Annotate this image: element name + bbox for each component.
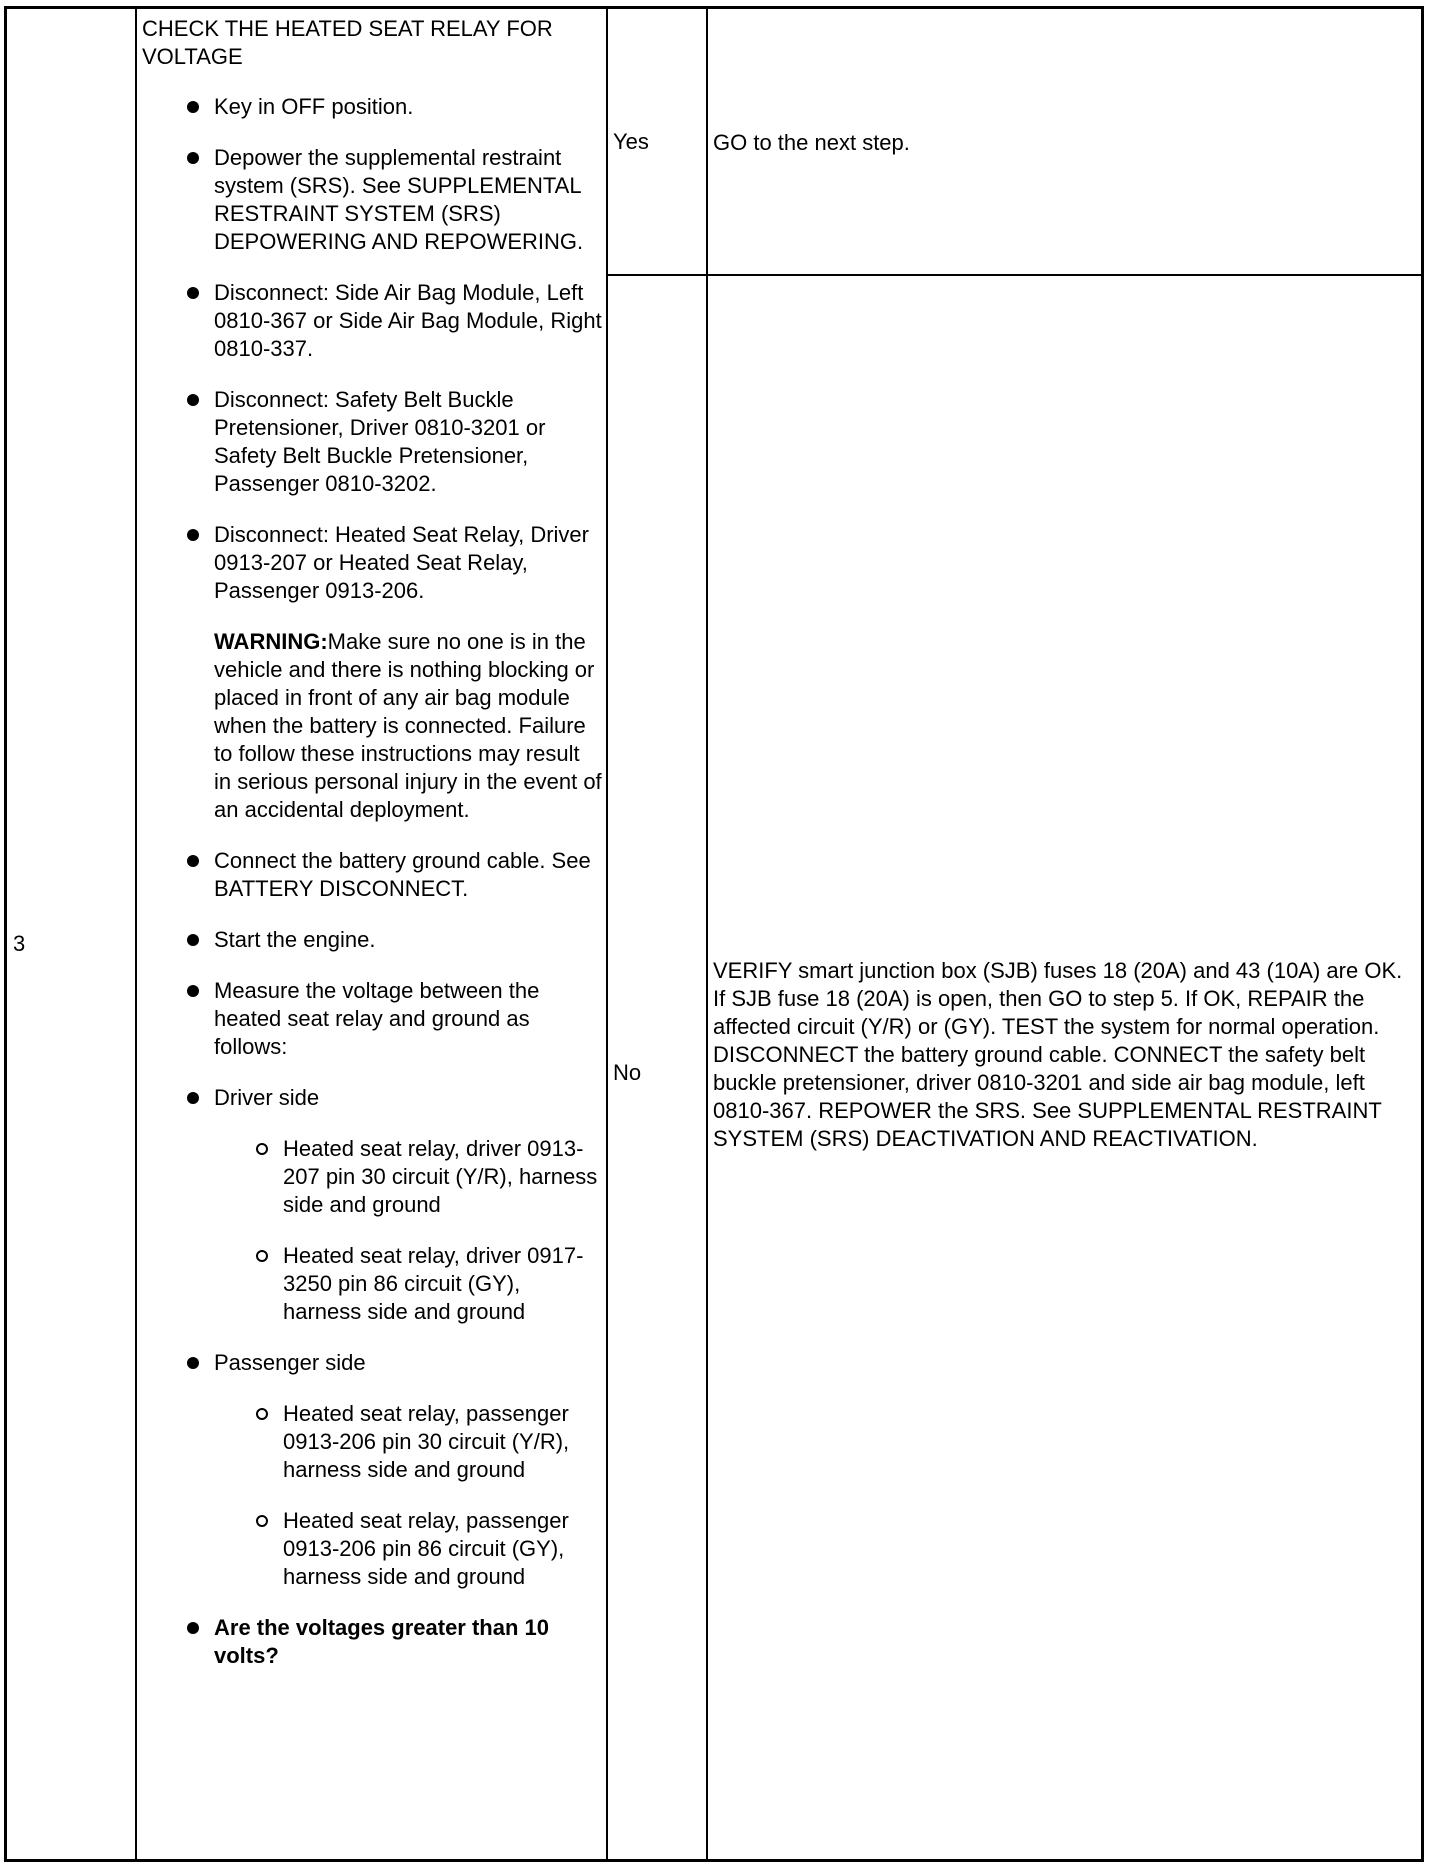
bullet-icon <box>187 985 199 997</box>
bullet-icon <box>187 1092 199 1104</box>
sub-list-item: Heated seat relay, passenger 0913-206 pin 86 circuit (GY), harness side and ground <box>142 1507 602 1591</box>
list-item-driver-side: Driver side <box>142 1084 602 1112</box>
list-item: Start the engine. <box>142 926 602 954</box>
question-item: Are the voltages greater than 10 volts? <box>142 1614 602 1670</box>
action-list <box>142 1614 602 1670</box>
circle-bullet-icon <box>256 1515 268 1527</box>
action-list <box>142 1349 602 1377</box>
list-item: Disconnect: Safety Belt Buckle Pretensioner, Driver 0810-3201 or Safety Belt Buckle Pretensioner, Passenger 0810-3202. <box>142 386 602 498</box>
sub-list-item: Heated seat relay, driver 0913-207 pin 30 circuit (Y/R), harness side and ground <box>142 1135 602 1219</box>
bullet-icon <box>187 152 199 164</box>
result-no-label: No <box>613 1060 642 1085</box>
column-divider <box>135 9 137 1859</box>
bullet-icon <box>187 529 199 541</box>
warning-text: Make sure no one is in the vehicle and there is nothing blocking or placed in front of any air bag module when the battery is connected. Failure to follow these instructions may result in serious personal injury in the event of an accidental deployment. <box>214 629 602 822</box>
bullet-icon <box>187 394 199 406</box>
driver-sublist <box>142 1135 602 1326</box>
sub-list-item: Heated seat relay, passenger 0913-206 pin 30 circuit (Y/R), harness side and ground <box>142 1400 602 1484</box>
action-list <box>142 847 602 1112</box>
list-item-passenger-side: Passenger side <box>142 1349 602 1377</box>
action-list <box>142 93 602 605</box>
sub-list-item: Heated seat relay, driver 0917-3250 pin 86 circuit (GY), harness side and ground <box>142 1242 602 1326</box>
circle-bullet-icon <box>256 1143 268 1155</box>
bullet-icon <box>187 101 199 113</box>
step-number: 3 <box>13 931 26 956</box>
list-item: Connect the battery ground cable. See BATTERY DISCONNECT. <box>142 847 602 903</box>
bullet-icon <box>187 1622 199 1634</box>
column-divider <box>706 9 708 1859</box>
circle-bullet-icon <box>256 1408 268 1420</box>
list-item: Measure the voltage between the heated seat relay and ground as follows: <box>142 977 602 1061</box>
passenger-sublist <box>142 1400 602 1591</box>
action-cell <box>142 15 602 1693</box>
warning-note <box>142 628 602 824</box>
row-divider <box>606 274 1421 276</box>
column-divider <box>606 9 608 1859</box>
warning-label: WARNING: <box>214 629 328 654</box>
bullet-icon <box>187 287 199 299</box>
bullet-icon <box>187 855 199 867</box>
list-item: Key in OFF position. <box>142 93 602 121</box>
result-yes-label: Yes <box>613 129 649 154</box>
step-title: CHECK THE HEATED SEAT RELAY FOR VOLTAGE <box>142 16 553 69</box>
result-no-action: VERIFY smart junction box (SJB) fuses 18 (20A) and 43 (10A) are OK. If SJB fuse 18 (20A) is open, then GO to step 5. If OK, REPAIR the affected circuit (Y/R) or (GY). TEST the system for normal operation. DISCONNECT the battery ground cable. CONNECT the safety belt buckle pretensioner, driver 0810-3201 and side air bag module, left 0810-367. REPOWER the SRS. See SUPPLEMENTAL RESTRAINT SYSTEM (SRS) DEACTIVATION AND REACTIVATION. <box>713 958 1403 1151</box>
list-item: Disconnect: Side Air Bag Module, Left 0810-367 or Side Air Bag Module, Right 0810-337. <box>142 279 602 363</box>
bullet-icon <box>187 934 199 946</box>
list-item: Depower the supplemental restraint system (SRS). See SUPPLEMENTAL RESTRAINT SYSTEM (SRS) DEPOWERING AND REPOWERING. <box>142 144 602 256</box>
circle-bullet-icon <box>256 1250 268 1262</box>
bullet-icon <box>187 1357 199 1369</box>
list-item: Disconnect: Heated Seat Relay, Driver 0913-207 or Heated Seat Relay, Passenger 0913-206. <box>142 521 602 605</box>
result-yes-action: GO to the next step. <box>713 130 910 155</box>
diagnostic-step-table <box>4 6 1424 1862</box>
